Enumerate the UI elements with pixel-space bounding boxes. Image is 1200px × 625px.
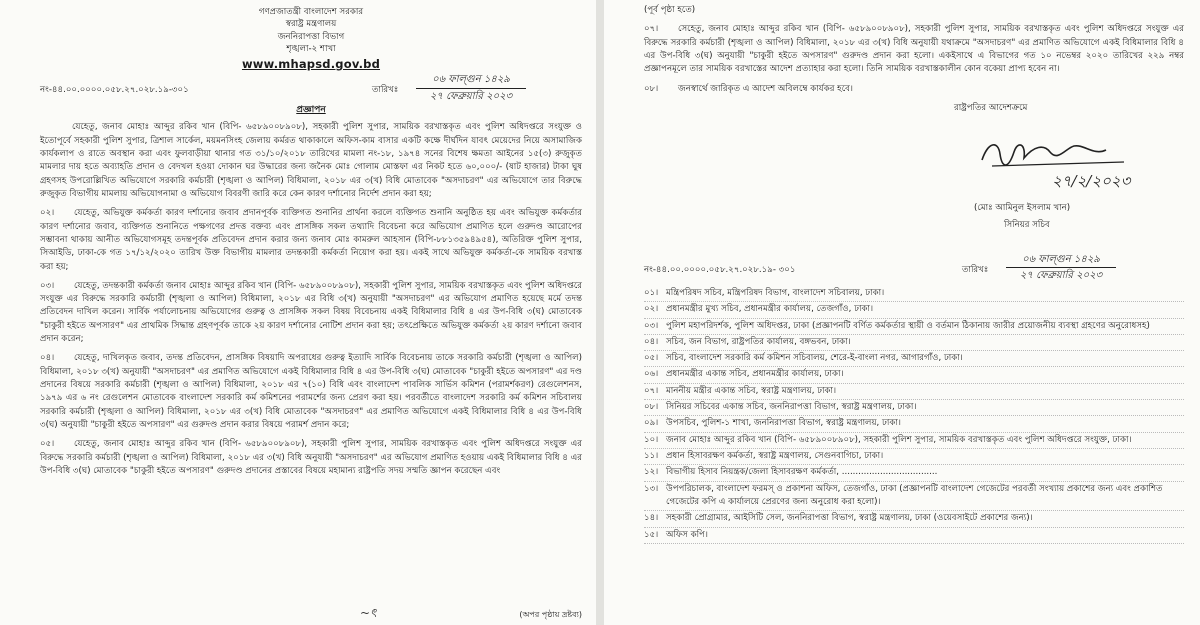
distribution-text: প্রধানমন্ত্রীর একান্ত সচিব, প্রধানমন্ত্রীর কার্যালয়, ঢাকা। bbox=[666, 369, 844, 380]
right-paragraphs bbox=[644, 23, 1184, 96]
distribution-number: ১২। bbox=[644, 467, 659, 478]
distribution-number: ০৬। bbox=[644, 369, 659, 380]
paragraph-text: যেহেতু, জনাব মোহাঃ আব্দুর রকিব খান (বিপি- ৬৫৮৯০০৮৯০৮), সহকারী পুলিশ সুপার, সাময়িক বরখাস্তকৃত এবং পুলিশ অধিদপ্তরে সংযুক্ত ও ইতোপূর্বে সহকারী পুলিশ সুপার, ত্রিশাল সার্কেল, ময়মনসিংহ জেলায় কর্মরত থাকাকালে অফিস-কাম বাসার একটি কক্ষে দীর্ঘদিন যাবৎ মেয়েদের নিয়ে অসামাজিক কার্যকলাপ ও রাতে অবস্থান করা এবং ফুলবাড়ীয়া থানার গত ৩১/১০/২০১৮ তারিখের মামলা নং-১৮, ১৯৭৪ সনের বিশেষ ক্ষমতা আইনের ১৫(৩) রুজুকৃত মামলার দায় হতে অব্যাহতি প্রদান ও বেদখল হওয়া দোকান ঘর উদ্ধারের জন্য জনৈক মোঃ গোলাম মোস্তফা এর নিকট হতে ৬০,০০০/- (ষাট হাজার) টাকা ঘুষ গ্রহণসহ উপরোল্লিখিত অভিযোগে সরকারি কর্মচারী (শৃঙ্খলা ও আপিল) বিধিমালা, ২০১৮ এর ৩(খ) বিধি মোতাবেক "অসদাচরণ" এর অভিযোগে তার বিরুদ্ধে রুজুকৃত বিভাগীয় মামলায় অভিযোগনামা ও অভিযোগ বিবরণী জারি করে কেন কারণ দর্শানোর নির্দেশ প্রদান করা হয়; bbox=[40, 122, 582, 199]
paragraph bbox=[40, 121, 582, 201]
distribution-number: ০৮। bbox=[644, 402, 659, 413]
paragraph-number: ০৩। bbox=[40, 280, 55, 291]
distribution-text: জনাব মোহাঃ আব্দুর রকিব খান (বিপি- ৬৫৮৯০০৮৯০৮), সহকারী পুলিশ সুপার, সাময়িক বরখাস্তকৃত এবং পুলিশ অধিদপ্তরে সংযুক্ত, ঢাকা। bbox=[666, 434, 1132, 445]
distribution-text: মাননীয় মন্ত্রীর একান্ত সচিব, স্বরাষ্ট্র মন্ত্রণালয়, ঢাকা। bbox=[666, 385, 837, 396]
reference-row bbox=[40, 72, 582, 102]
distribution-item bbox=[644, 433, 1184, 449]
signature-date: ২৭/২/২০২৩ bbox=[1052, 171, 1131, 190]
signature-block bbox=[644, 102, 1184, 252]
distribution-text: প্রধান হিসাবরক্ষণ কর্মকর্তা, স্বরাষ্ট্র মন্ত্রণালয়, সেগুনবাগিচা, ঢাকা। bbox=[666, 451, 884, 461]
date-english: ২৭ ফেব্রুয়ারি ২০২৩ bbox=[429, 90, 513, 102]
paragraph bbox=[40, 207, 582, 274]
paragraph bbox=[644, 83, 1184, 96]
paragraph-text: সেহেতু, জনাব মোহাঃ আব্দুর রকিব খান (বিপি- ৬৫৮৯০০৮৯০৮), সহকারী পুলিশ সুপার, সাময়িক বরখাস্তকৃত এবং পুলিশ অধিদপ্তরে সংযুক্ত এর বিরুদ্ধে সরকারি কর্মচারী (শৃঙ্খলা ও আপিল) বিধিমালা, ২০১৮ এর ৩(খ) বিধি অনুযায়ী যথাক্রমে "অসদাচরণ" এর প্রমাণিত অভিযোগে একই বিধিমালার বিধি ৪ এর উপ-বিধি ৩(ঘ) অনুযায়ী "চাকুরী হইতে অপসারণ" গুরুদণ্ড প্রদান করা হলো। একইসাথে এ বিভাগের গত ১০ নভেম্বর ২০২০ তারিখের ২২৯ নম্বর প্রজ্ঞাপনমূলে তার সাময়িক বরখাস্তের আদেশ প্রত্যাহার করা হলো। তিনি সাময়িক বরখাস্তকালীন কোন বকেয়া প্রাপ্য হবেন না। bbox=[644, 24, 1184, 75]
date-label: তারিখঃ bbox=[372, 85, 399, 96]
distribution-reference-row bbox=[644, 252, 1184, 286]
distribution-number: ০৩। bbox=[644, 320, 659, 331]
paragraph-number: ০৪। bbox=[40, 353, 55, 364]
distribution-item bbox=[644, 319, 1184, 335]
paragraph bbox=[40, 438, 582, 478]
page-gutter bbox=[596, 0, 604, 625]
paragraph-text: যেহেতু, দাখিলকৃত জবাব, তদন্ত প্রতিবেদন, প্রাসঙ্গিক বিষয়াদি অপরাধের গুরুত্ব ইত্যাদি সার্বিক বিবেচনায় তাকে সরকারি কর্মচারী (শৃঙ্খলা ও আপিল) বিধিমালা, ২০১৮ ৩(খ) অনুযায়ী "অসদাচরণ" এর প্রমাণিত অভিযোগে একই বিধিমালার বিধি ৪ এর উপ-বিধি ৩(ঘ) মোতাবেক "চাকুরী হইতে অপসারণ" এর দণ্ড প্রদানের বিষয়ে সরকারি কর্মচারী (শৃঙ্খলা ও আপিল) বিধিমালা, ২০১৮ এর ৭(১০) বিধি এবং বাংলাদেশ পাবলিক সার্ভিস কমিশন (পরামর্শকরণ) রেগুলেশনস, ১৯৭৯ এর ৬ নং রেগুলেশন মোতাবেক বাংলাদেশ সরকারি কর্ম কমিশনের পরামর্শের জন্য প্রেরণ করা হয়। পরবর্তীতে বাংলাদেশ সরকারি কর্ম কমিশন সচিবালয় সরকারি কর্মচারী (শৃঙ্খলা ও আপিল) বিধিমালা, ২০১৮ এর ৩(খ) বিধি মোতাবেক "অসদাচরণ" এর প্রমাণিত অভিযোগে একই বিধিমালার বিধি ৪ এর উপ-বিধি ৩(ঘ) অনুযায়ী "চাকুরী হইতে অপসারণ" এর গুরুদণ্ড প্রদান করার বিষয়ে পরামর্শ প্রদান করে; bbox=[40, 353, 582, 430]
signature-image bbox=[974, 122, 1144, 194]
distribution-text: পুলিশ মহাপরিদর্শক, পুলিশ অধিদপ্তর, ঢাকা (প্রজ্ঞাপনটি বর্ণিত কর্মকর্তার স্থায়ী ও বর্তমান ঠিকানায় জারীর প্রয়োজনীয় ব্যবস্থা গ্রহণের অনুরোধসহ) bbox=[666, 320, 1150, 331]
paragraph bbox=[40, 352, 582, 432]
date-stack bbox=[1006, 252, 1116, 284]
date-stack bbox=[416, 72, 526, 104]
signer-designation: সিনিয়র সচিব bbox=[1004, 219, 1050, 230]
distribution-item bbox=[644, 416, 1184, 432]
paragraph bbox=[644, 23, 1184, 76]
distribution-number: ১৫। bbox=[644, 529, 659, 540]
distribution-number: ১০। bbox=[644, 434, 659, 445]
paragraph-text: যেহেতু, জনাব মোহাঃ আব্দুর রকিব খান (বিপি- ৬৫৮৯০০৮৯০৮), সহকারী পুলিশ সুপার, সাময়িক বরখাস্তকৃত এবং পুলিশ অধিদপ্তরে সংযুক্ত এর বিরুদ্ধে সরকারি কর্মচারী (শৃঙ্খলা ও আপিল) বিধিমালা, ২০১৮ এর ৩(খ) বিধি অনুযায়ী "অসদাচরণ" এর অভিযোগ প্রমাণিত হওয়ায় একই বিধিমালার বিধি ৪ এর উপ-বিধি ৩(ঘ) মোতাবেক "চাকুরী হইতে অপসারণ" গুরুদণ্ড প্রদানের প্রস্তাবের বিষয়ে মহামান্য রাষ্ট্রপতি সদয় সম্মতি জ্ঞাপন করেছেন এবং bbox=[40, 439, 582, 476]
paragraph-text: যেহেতু, অভিযুক্ত কর্মকর্তা কারণ দর্শানোর জবাব প্রদানপূর্বক ব্যক্তিগত শুনানির প্রার্থনা করলে ব্যক্তিগত শুনানি অনুষ্ঠিত হয় এবং অভিযুক্ত কর্মকর্তার কারণ দর্শানোর জবাব, ব্যক্তিগত শুনানিতে পক্ষগণের প্রদত্ত বক্তব্য এবং প্রাসঙ্গিক সকল তথ্যাদি বিবেচনা করে অভিযোগ প্রমাণিত হলে গুরুদণ্ড আরোপের সম্ভাবনা থাকায় আনীত অভিযোগসমূহ তদন্তপূর্বক প্রতিবেদন প্রদান করার জন্য জনাব মোঃ কামরুল আহসান (বিপি-৮৮১৩৫৯৪৯৫৪), অতিরিক্ত পুলিশ সুপার, সিআইডি, ঢাকা-কে গত ১৭/১২/২০২০ তারিখ উক্ত বিভাগীয় মামলার তদন্তকারী কর্মকর্তা নিয়োগ করা হয়। একই সাথে অভিযুক্ত কর্মকর্তা-কে সাময়িক বরখাস্ত করা হয়; bbox=[40, 208, 582, 272]
distribution-item bbox=[644, 302, 1184, 318]
distribution-text: উপপরিচালক, বাংলাদেশ ফরমস্ ও প্রকাশনা অফিস, তেজগাঁও, ঢাকা (প্রজ্ঞাপনটি বাংলাদেশ গেজেটের পরবর্তী সংখ্যায় প্রকাশের জন্য এবং প্রকাশিত গেজেটের কপি এ কার্যালয়ে প্রেরণের জন্য অনুরোধ করা হলো)। bbox=[666, 483, 1163, 507]
distribution-text: উপসচিব, পুলিশ-১ শাখা, জননিরাপত্তা বিভাগ, স্বরাষ্ট্র মন্ত্রণালয়, ঢাকা। bbox=[666, 418, 901, 429]
date-english: ২৭ ফেব্রুয়ারি ২০২৩ bbox=[1019, 270, 1103, 282]
distribution-number: ০৪। bbox=[644, 336, 659, 347]
distribution-text: সচিব, বাংলাদেশ সরকারি কর্ম কমিশন সচিবালয়, শেরে-ই-বাংলা নগর, আগারগাঁও, ঢাকা। bbox=[666, 353, 963, 364]
page-right bbox=[604, 0, 1200, 625]
paragraph-text: যেহেতু, তদন্তকারী কর্মকর্তা জনাব মোহাঃ আব্দুর রকিব খান (বিপি- ৬৫৮৯০০৮৯০৮), সহকারী পুলিশ সুপার, সাময়িক বরখাস্তকৃত এবং পুলিশ অধিদপ্তরে সংযুক্ত এর বিরুদ্ধে সরকারি কর্মচারী (শৃঙ্খলা ও আপিল) বিধিমালা, ২০১৮ এর বিধি ৩(খ) অনুযায়ী "অসদাচরণ" এর অভিযোগ প্রমাণিত হয়েছে মর্মে তদন্ত প্রতিবেদন দাখিল করেন। সার্বিক পর্যালোচনায় অভিযোগের গুরুত্ব ও প্রাসঙ্গিক সকল বিষয় বিবেচনায় একই বিধিমালার বিধি ৪ এর উপ-বিধি ৩(ঘ) মোতাবেক "চাকুরী হইতে অপসারণ" এর প্রাথমিক সিদ্ধান্ত গ্রহণপূর্বক তাকে ২য় কারণ দর্শানোর নোটিশ প্রদান করা হয়; তৎপ্রেক্ষিতে অভিযুক্ত কর্মকর্তা ২য় কারণ দর্শানো জবাব প্রদান করেন; bbox=[40, 280, 582, 345]
distribution-number: ০৭। bbox=[644, 385, 659, 396]
order-line: রাষ্ট্রপতির আদেশক্রমে bbox=[954, 102, 1028, 113]
paragraph-text: জনস্বার্থে জারিকৃত এ আদেশ অবিলম্বে কার্যকর হবে। bbox=[678, 83, 854, 94]
letterhead-line: জননিরাপত্তা বিভাগ bbox=[277, 31, 345, 42]
distribution-item bbox=[644, 335, 1184, 351]
distribution-text: সিনিয়র সচিবের একান্ত সচিব, জননিরাপত্তা বিভাগ, স্বরাষ্ট্র মন্ত্রণালয়, ঢাকা। bbox=[666, 402, 917, 413]
date-label: তারিখঃ bbox=[962, 264, 989, 275]
distribution-number: ০২। bbox=[644, 304, 659, 315]
distribution-number: ০৫। bbox=[644, 353, 659, 364]
page-left bbox=[0, 0, 596, 625]
memo-number: নং-৪৪.০০.০০০০.০৫৮.২৭.০২৮.১৯- ৩০১ bbox=[644, 264, 796, 275]
paragraph-number: ০৮। bbox=[644, 83, 659, 94]
distribution-number: ১৩। bbox=[644, 483, 659, 494]
letterhead-line: গণপ্রজাতন্ত্রী বাংলাদেশ সরকার bbox=[258, 7, 364, 17]
date-bengali: ০৬ ফাল্গুন ১৪২৯ bbox=[1006, 252, 1116, 269]
distribution-item bbox=[644, 449, 1184, 465]
distribution-text: প্রধানমন্ত্রীর মুখ্য সচিব, প্রধানমন্ত্রীর কার্যালয়, তেজগাঁও, ঢাকা। bbox=[666, 304, 874, 315]
distribution-text: সহকারী প্রোগ্রামার, আইসিটি সেল, জননিরাপত্তা বিভাগ, স্বরাষ্ট্র মন্ত্রণালয়, ঢাকা (ওয়েবসাইটে প্রকাশের জন্য)। bbox=[666, 513, 1033, 524]
distribution-item bbox=[644, 400, 1184, 416]
distribution-number: ০৯। bbox=[644, 418, 659, 429]
paragraph-number: ০৭। bbox=[644, 24, 659, 35]
paragraph-number: ০২। bbox=[40, 208, 55, 219]
signer-name: (মোঃ আমিনুল ইসলাম খান) bbox=[974, 202, 1071, 213]
left-paragraphs bbox=[40, 121, 582, 478]
memo-number: নং-৪৪.০০.০০০০.০৫৮.২৭.০২৮.১৯-৩০১ bbox=[40, 85, 189, 96]
distribution-number: ০১। bbox=[644, 287, 659, 298]
paragraph-number: ০৫। bbox=[40, 439, 55, 450]
continued-from-note: (পূর্ব পৃষ্ঠা হতে) bbox=[644, 5, 696, 15]
date-bengali: ০৬ ফাল্গুন ১৪২৯ bbox=[416, 72, 526, 89]
letterhead bbox=[40, 6, 582, 72]
distribution-text: সচিব, জন বিভাগ, রাষ্ট্রপতির কার্যালয়, বঙ্গভবন, ঢাকা। bbox=[666, 336, 851, 347]
distribution-item bbox=[644, 528, 1184, 544]
website-link[interactable]: www.mhapsd.gov.bd bbox=[241, 56, 381, 71]
distribution-item bbox=[644, 351, 1184, 367]
notice-title bbox=[40, 104, 582, 118]
distribution-number: ১৪। bbox=[644, 513, 659, 524]
letterhead-line: স্বরাষ্ট্র মন্ত্রণালয় bbox=[285, 19, 337, 30]
distribution-list bbox=[644, 286, 1184, 544]
continued-note: (অপর পৃষ্ঠায় দ্রষ্টব্য) bbox=[519, 609, 582, 619]
distribution-number: ১১। bbox=[644, 451, 659, 461]
distribution-item bbox=[644, 367, 1184, 383]
paragraph bbox=[40, 280, 582, 347]
distribution-item bbox=[644, 482, 1184, 512]
letterhead-line: শৃঙ্খলা-২ শাখা bbox=[286, 44, 336, 55]
distribution-item bbox=[644, 465, 1184, 481]
distribution-text: বিভাগীয় হিসাব নিয়ন্ত্রক/জেলা হিসাবরক্ষণ কর্মকর্তা, ................................... bbox=[666, 467, 938, 478]
distribution-text: অফিস কপি। bbox=[666, 529, 708, 540]
distribution-item bbox=[644, 384, 1184, 400]
distribution-item bbox=[644, 286, 1184, 302]
initial-scribble: ~ৎ bbox=[360, 606, 377, 621]
distribution-text: মন্ত্রিপরিষদ সচিব, মন্ত্রিপরিষদ বিভাগ, বাংলাদেশ সচিবালয়, ঢাকা। bbox=[666, 287, 885, 298]
notice-title-text: প্রজ্ঞাপন bbox=[296, 105, 326, 116]
distribution-item bbox=[644, 511, 1184, 527]
